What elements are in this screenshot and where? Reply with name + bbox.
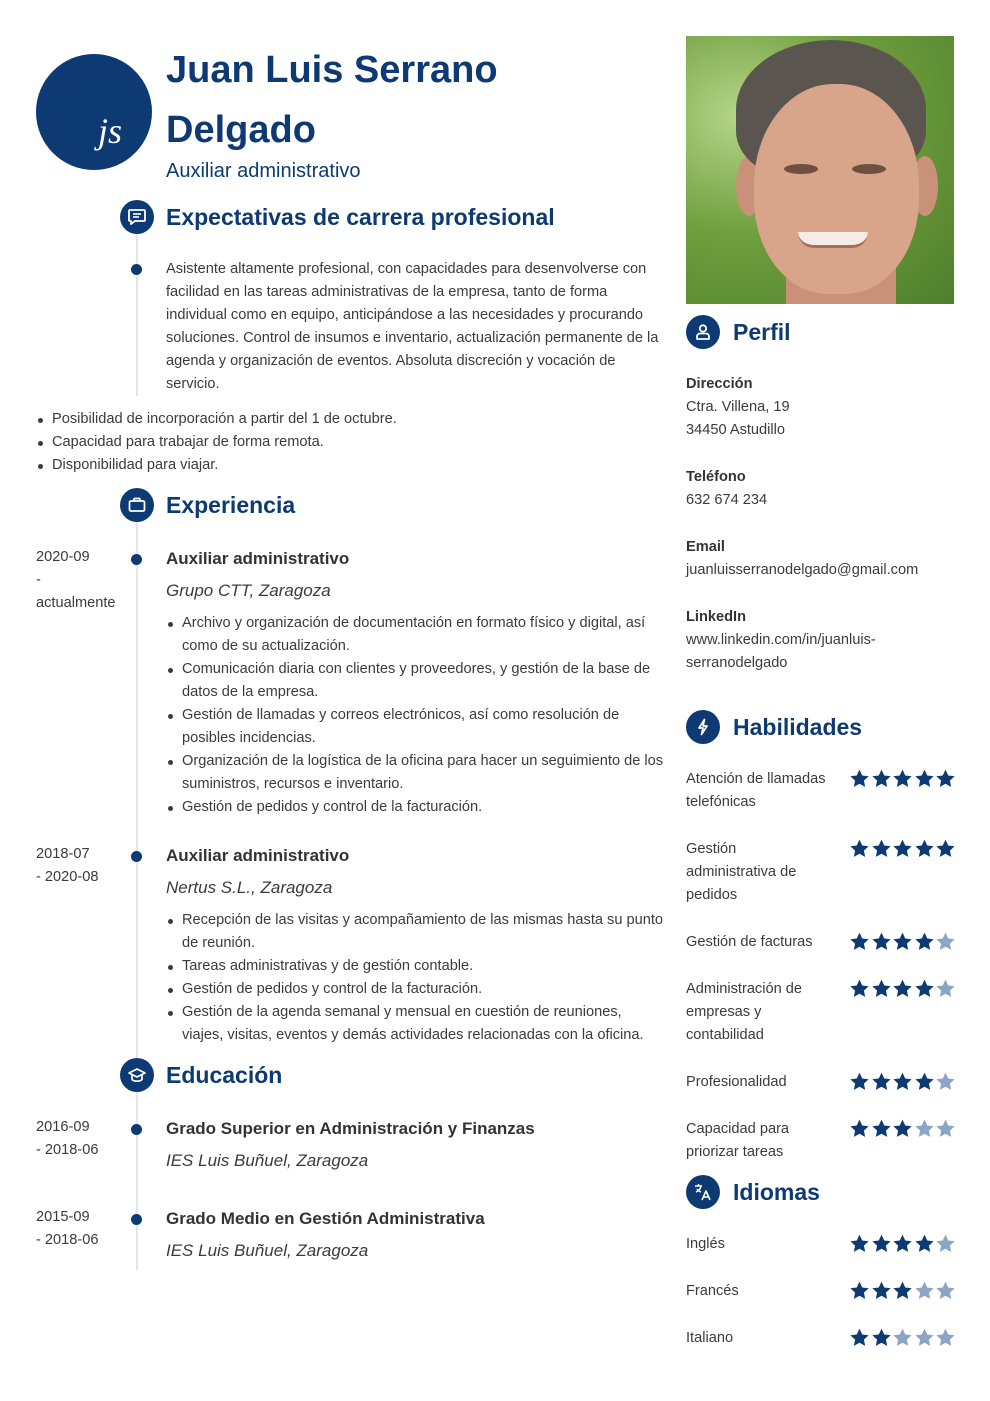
skill-row — [686, 1071, 956, 1094]
star-rating — [849, 978, 957, 999]
star-filled-icon — [892, 1233, 913, 1254]
skill-row — [686, 931, 956, 954]
contact-label: Dirección — [686, 376, 753, 392]
profile-photo — [686, 36, 954, 304]
phone-value[interactable]: 632 674 234 — [686, 492, 768, 508]
star-empty-icon — [935, 1280, 956, 1301]
star-empty-icon — [914, 1118, 935, 1139]
star-empty-icon — [935, 931, 956, 952]
entry-date — [36, 1116, 126, 1162]
contact-email — [686, 536, 956, 582]
star-filled-icon — [871, 1233, 892, 1254]
language-label: Francés — [686, 1283, 739, 1299]
skill-label: Gestión de facturas — [686, 934, 813, 950]
star-filled-icon — [871, 978, 892, 999]
date-end: - 2018-06 — [36, 1142, 99, 1158]
star-filled-icon — [871, 768, 892, 789]
section-header-languages — [686, 1175, 820, 1209]
date-end: - 2020-08 — [36, 869, 99, 885]
skill-row — [686, 838, 956, 907]
star-filled-icon — [849, 1118, 870, 1139]
star-filled-icon — [849, 1327, 870, 1348]
section-title: Perfil — [733, 318, 791, 345]
career-bullets — [36, 408, 656, 477]
entry-organization: Grupo CTT, Zaragoza — [166, 581, 331, 600]
chat-bubble-icon — [120, 200, 154, 234]
star-filled-icon — [871, 1071, 892, 1092]
section-header-skills — [686, 710, 862, 744]
star-filled-icon — [849, 838, 870, 859]
star-filled-icon — [892, 1071, 913, 1092]
star-rating — [849, 1327, 957, 1348]
list-item: Comunicación diaria con clientes y proveedores, y gestión de la base de datos de la empresa. — [166, 658, 666, 704]
star-filled-icon — [914, 978, 935, 999]
linkedin-link[interactable] — [686, 629, 956, 675]
entry-role: Auxiliar administrativo — [166, 846, 350, 865]
star-filled-icon — [871, 1280, 892, 1301]
star-rating — [849, 1233, 957, 1254]
list-item: Archivo y organización de documentación en formato físico y digital, así como de su actualización. — [166, 612, 666, 658]
star-filled-icon — [892, 1118, 913, 1139]
timeline-dot — [131, 851, 142, 862]
timeline-line — [136, 1092, 138, 1270]
language-row — [686, 1327, 956, 1350]
contact-phone — [686, 466, 956, 512]
timeline-dot — [131, 1214, 142, 1225]
entry-school: IES Luis Buñuel, Zaragoza — [166, 1151, 369, 1170]
list-item: Disponibilidad para viajar. — [36, 454, 656, 477]
entry-date — [36, 843, 126, 889]
candidate-job-title: Auxiliar administrativo — [166, 160, 361, 182]
entry-role: Auxiliar administrativo — [166, 549, 350, 568]
date-start: 2020-09 — [36, 549, 90, 565]
language-row — [686, 1233, 956, 1256]
entry-school: IES Luis Buñuel, Zaragoza — [166, 1241, 369, 1260]
star-empty-icon — [935, 1118, 956, 1139]
list-item: Tareas administrativas y de gestión contable. — [166, 955, 666, 978]
skill-row — [686, 768, 956, 814]
address-line: Ctra. Villena, 19 — [686, 399, 790, 415]
monogram-avatar — [36, 54, 152, 170]
star-empty-icon — [892, 1327, 913, 1348]
email-link[interactable]: juanluisserranodelgado@gmail.com — [686, 562, 919, 578]
entry-date — [36, 546, 126, 615]
star-filled-icon — [892, 978, 913, 999]
star-empty-icon — [935, 978, 956, 999]
star-filled-icon — [914, 1071, 935, 1092]
list-item: Gestión de pedidos y control de la facturación. — [166, 978, 666, 1001]
list-item: Organización de la logística de la oficina para hacer un seguimiento de los suministros, recursos e inventario. — [166, 750, 666, 796]
candidate-name: Juan Luis Serrano Delgado — [166, 49, 498, 151]
timeline-dot — [131, 1124, 142, 1135]
translate-icon — [686, 1175, 720, 1209]
star-filled-icon — [849, 978, 870, 999]
star-filled-icon — [871, 931, 892, 952]
star-filled-icon — [871, 838, 892, 859]
star-rating — [849, 768, 957, 789]
star-empty-icon — [935, 1327, 956, 1348]
section-header-career — [120, 200, 555, 234]
section-title: Educación — [166, 1061, 283, 1088]
language-label: Italiano — [686, 1330, 734, 1346]
star-rating — [849, 838, 957, 859]
career-summary: Asistente altamente profesional, con capacidades para desenvolverse con facilidad en las tareas administrativas de la empresa, tanto de forma individual como en equipo, anticipándose a las necesidades y procurando soluciones. Control de insumos e inventario, actualización permanente de la agenda y organización de eventos. Absoluta discreción y vocación de servicio. — [166, 261, 659, 392]
skill-label: Capacidad para priorizar tareas — [686, 1121, 790, 1160]
list-item: Capacidad para trabajar de forma remota. — [36, 431, 656, 454]
skill-row — [686, 978, 956, 1047]
star-rating — [849, 1118, 957, 1139]
list-item: Gestión de llamadas y correos electrónicos, así como resolución de posibles incidencias. — [166, 704, 666, 750]
date-start: 2015-09 — [36, 1209, 90, 1225]
star-filled-icon — [914, 1233, 935, 1254]
entry-bullets — [166, 909, 666, 1047]
star-empty-icon — [914, 1280, 935, 1301]
skill-label: Profesionalidad — [686, 1074, 787, 1090]
skill-label: Gestión administrativa de pedidos — [686, 841, 797, 903]
user-icon — [686, 315, 720, 349]
star-empty-icon — [914, 1327, 935, 1348]
list-item: Gestión de pedidos y control de la facturación. — [166, 796, 666, 819]
contact-label: Teléfono — [686, 469, 746, 485]
timeline-line — [136, 234, 138, 396]
star-empty-icon — [935, 1233, 956, 1254]
timeline-dot — [131, 554, 142, 565]
section-title: Idiomas — [733, 1178, 820, 1205]
star-filled-icon — [914, 838, 935, 859]
star-filled-icon — [849, 1233, 870, 1254]
list-item: Gestión de la agenda semanal y mensual en cuestión de reuniones, viajes, visitas, eventos y demás actividades relacionadas con la oficina. — [166, 1001, 666, 1047]
star-filled-icon — [849, 768, 870, 789]
date-start: 2018-07 — [36, 846, 90, 862]
section-header-experience — [120, 488, 295, 522]
date-start: 2016-09 — [36, 1119, 90, 1135]
briefcase-icon — [120, 488, 154, 522]
star-filled-icon — [849, 931, 870, 952]
address-line: 34450 Astudillo — [686, 422, 785, 438]
star-rating — [849, 931, 957, 952]
star-empty-icon — [935, 1071, 956, 1092]
list-item: Posibilidad de incorporación a partir del 1 de octubre. — [36, 408, 656, 431]
entry-degree: Grado Medio en Gestión Administrativa — [166, 1209, 485, 1228]
date-end: - 2018-06 — [36, 1232, 99, 1248]
star-filled-icon — [892, 838, 913, 859]
timeline-dot — [131, 264, 142, 275]
date-end: actualmente — [36, 595, 116, 611]
section-title: Expectativas de carrera profesional — [166, 203, 555, 230]
section-header-education — [120, 1058, 282, 1092]
star-filled-icon — [892, 931, 913, 952]
list-item: Recepción de las visitas y acompañamiento de las mismas hasta su punto de reunión. — [166, 909, 666, 955]
lightning-icon — [686, 710, 720, 744]
section-header-profile — [686, 315, 791, 349]
entry-bullets — [166, 612, 666, 819]
skill-row — [686, 1118, 956, 1164]
timeline-line — [136, 522, 138, 1060]
contact-label: LinkedIn — [686, 609, 746, 625]
star-filled-icon — [935, 838, 956, 859]
star-filled-icon — [871, 1118, 892, 1139]
language-label: Inglés — [686, 1236, 725, 1252]
date-separator: - — [36, 572, 41, 588]
monogram-initials: js — [98, 111, 123, 151]
star-filled-icon — [914, 931, 935, 952]
contact-address — [686, 373, 956, 442]
entry-degree: Grado Superior en Administración y Finanzas — [166, 1119, 535, 1138]
linkedin-line[interactable]: serranodelgado — [686, 655, 788, 671]
star-filled-icon — [892, 768, 913, 789]
section-title: Experiencia — [166, 491, 296, 518]
entry-organization: Nertus S.L., Zaragoza — [166, 878, 333, 897]
star-filled-icon — [935, 768, 956, 789]
star-rating — [849, 1071, 957, 1092]
section-title: Habilidades — [733, 713, 863, 740]
contact-label: Email — [686, 539, 725, 555]
star-filled-icon — [914, 768, 935, 789]
star-rating — [849, 1280, 957, 1301]
linkedin-line[interactable]: www.linkedin.com/in/juanluis- — [686, 632, 876, 648]
star-filled-icon — [849, 1071, 870, 1092]
star-filled-icon — [892, 1280, 913, 1301]
entry-date — [36, 1206, 126, 1252]
contact-linkedin — [686, 606, 956, 675]
skill-label: Atención de llamadas telefónicas — [686, 771, 826, 810]
star-filled-icon — [849, 1280, 870, 1301]
graduation-cap-icon — [120, 1058, 154, 1092]
skill-label: Administración de empresas y contabilidad — [686, 981, 802, 1043]
language-row — [686, 1280, 956, 1303]
star-filled-icon — [871, 1327, 892, 1348]
